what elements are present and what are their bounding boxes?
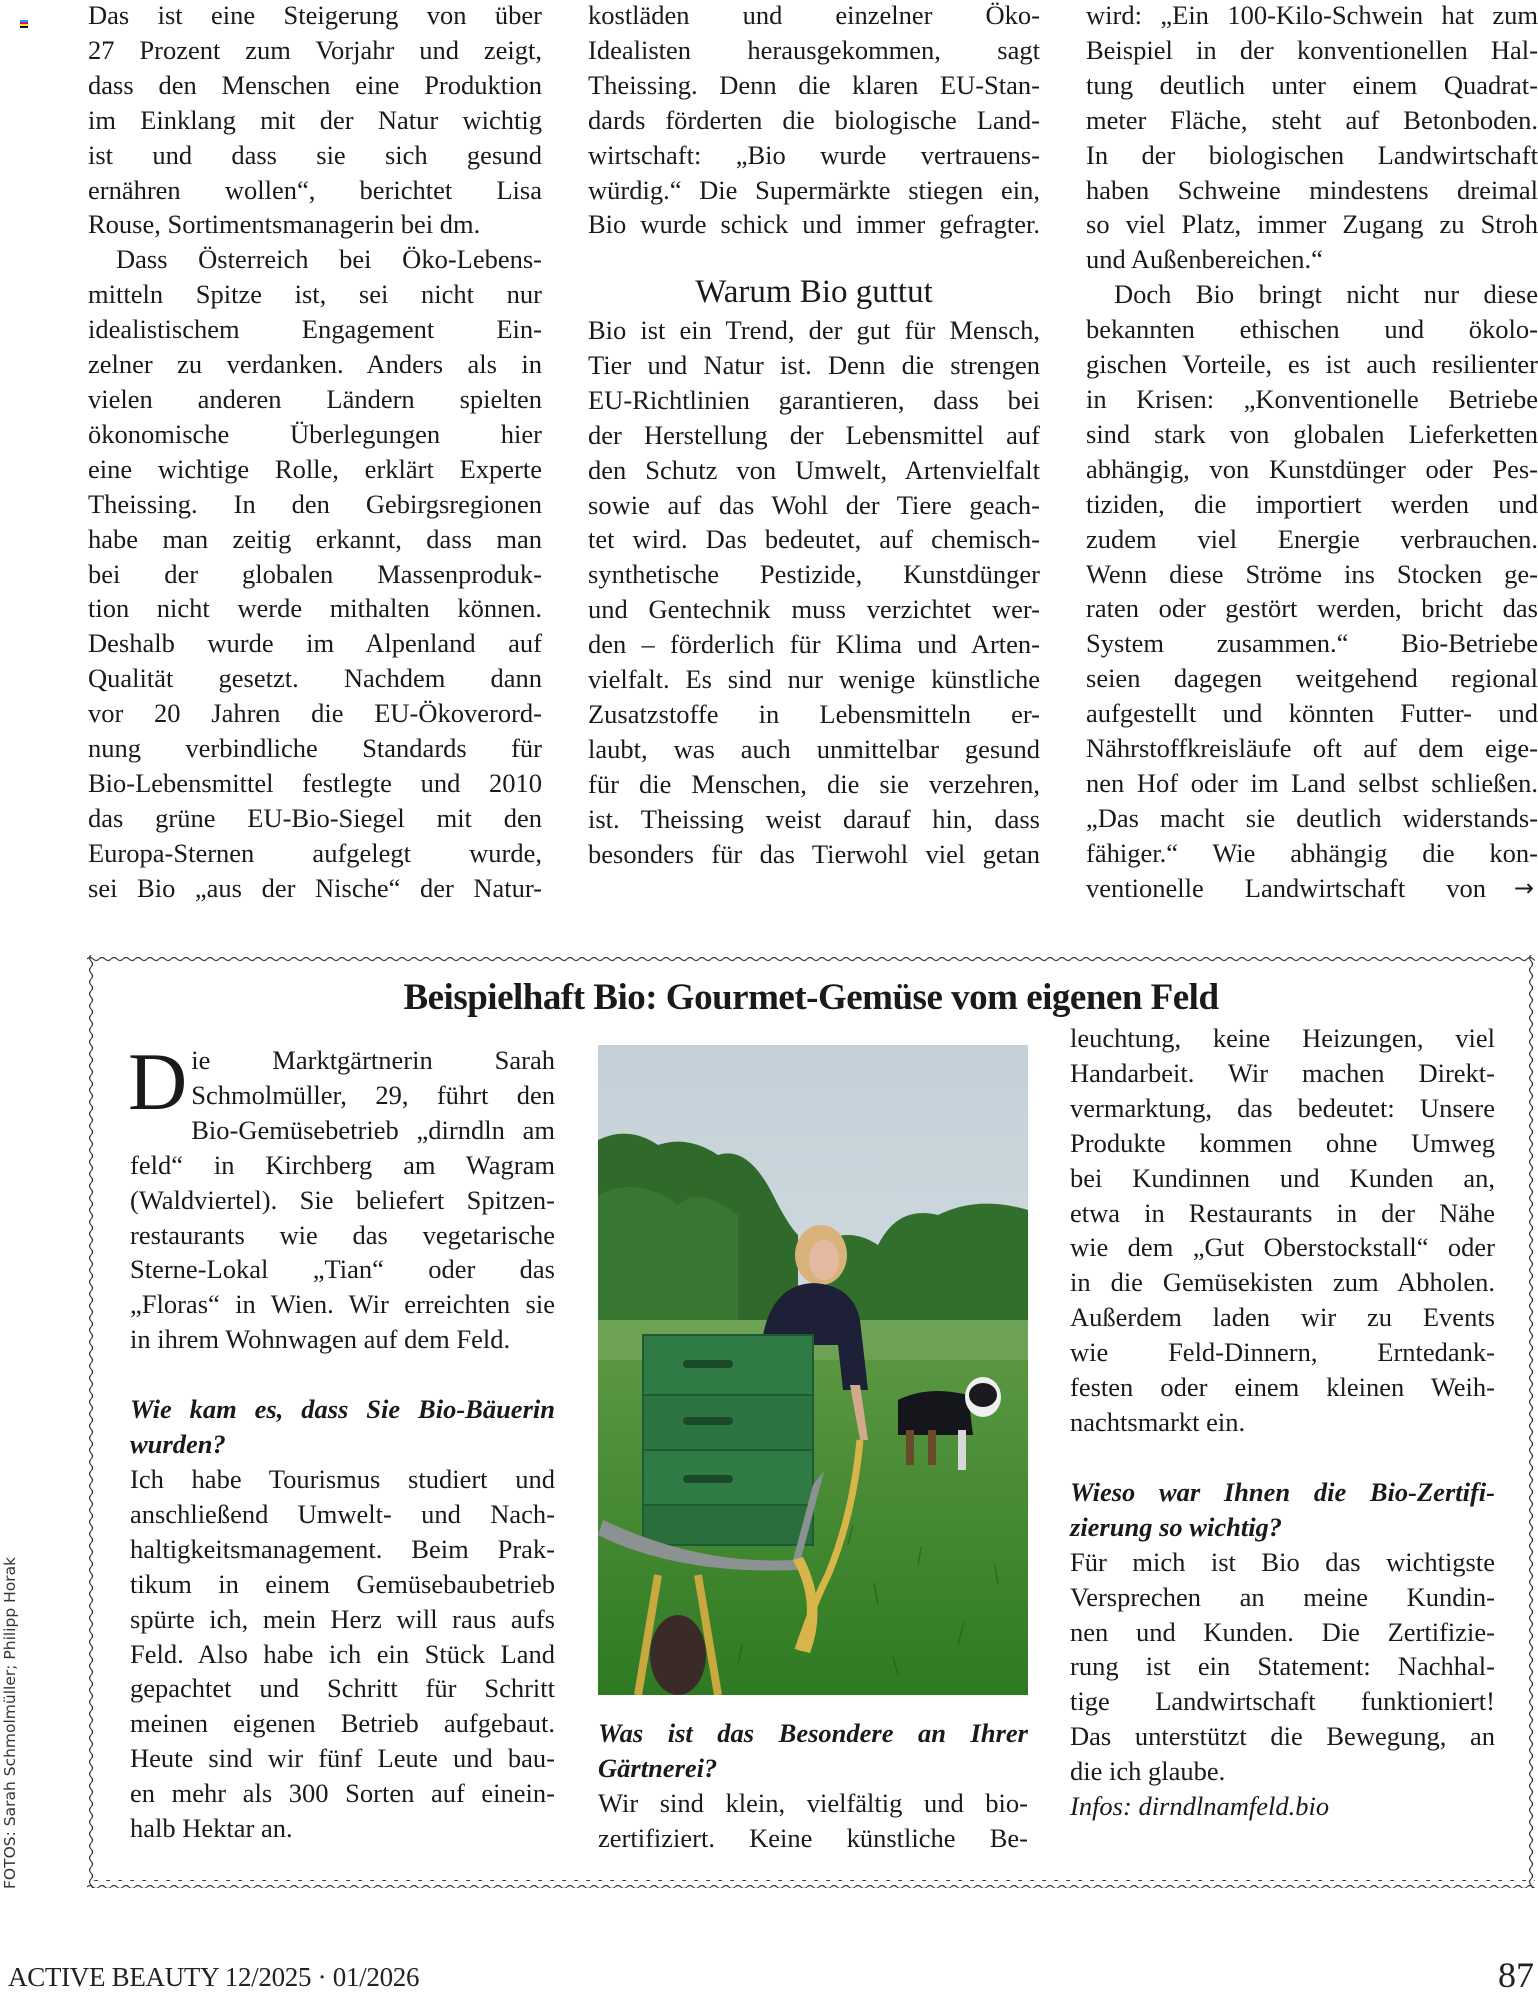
article-line: sei Bio „aus der Nische“ der Natur- xyxy=(88,872,542,903)
answer-line: festen oder einem kleinen Weih- xyxy=(1070,1372,1495,1403)
box-title: Beispielhaft Bio: Gourmet-Gemüse vom eigenen Feld xyxy=(403,977,1219,1018)
article-line: Nährstoffkreisläufe oft auf dem eige- xyxy=(1086,733,1538,764)
answer-line: zertifiziert. Keine künstliche Be- xyxy=(598,1822,1028,1853)
intro-line: restaurants wie das vegetarische xyxy=(130,1219,555,1250)
answer-2 xyxy=(598,1786,1028,1856)
article-line: Idealisten herausgekommen, sagt xyxy=(588,34,1040,65)
section-subheading: Warum Bio guttut xyxy=(695,274,933,310)
answer-2-continued xyxy=(1070,1021,1495,1440)
article-line: vielfalt. Es sind nur wenige künstliche xyxy=(588,664,1040,695)
question-3 xyxy=(1070,1475,1495,1545)
box-column-b xyxy=(598,1716,1028,1856)
answer-line: rung ist ein Statement: Nachhal- xyxy=(1070,1651,1495,1682)
article-line: und Außenbereichen.“ xyxy=(1086,244,1323,275)
article-line: mitteln Spitze ist, sei nicht nur xyxy=(88,279,542,310)
intro-paragraph xyxy=(128,1036,555,1357)
article-line: Rouse, Sortimentsmanagerin bei dm. xyxy=(88,209,481,240)
article-line: tet wird. Das bedeutet, auf chemisch- xyxy=(588,524,1040,555)
article-line: dass den Menschen eine Produktion xyxy=(88,69,542,100)
answer-line: Feld. Also habe ich ein Stück Land xyxy=(130,1638,555,1669)
farmer-photo xyxy=(598,1045,1028,1695)
article-line: dards förderten die biologische Land- xyxy=(588,104,1040,135)
answer-line: nen und Kunden. Die Zertifizie- xyxy=(1070,1616,1495,1647)
article-line: Beispiel in der konventionellen Hal- xyxy=(1086,34,1538,65)
article-line: Qualität gesetzt. Nachdem dann xyxy=(88,663,542,694)
answer-line: Ich habe Tourismus studiert und xyxy=(130,1463,555,1494)
article-line: tion nicht werde mithalten können. xyxy=(88,593,542,624)
photo-credit: FOTOS: Sarah Schmolmüller; Philipp Horak xyxy=(1,1556,19,1889)
answer-line: etwa in Restaurants in der Nähe xyxy=(1070,1197,1495,1228)
answer-line: die ich glaube. xyxy=(1070,1756,1226,1787)
article-line: In der biologischen Landwirtschaft xyxy=(1086,139,1538,170)
answer-line: Versprechen an meine Kundin- xyxy=(1070,1581,1495,1612)
publication-footer: ACTIVE BEAUTY 12/2025 · 01/2026 xyxy=(8,1962,420,1992)
article-line: „Das macht sie deutlich widerstands- xyxy=(1086,802,1538,833)
article-line: synthetische Pestizide, Kunstdünger xyxy=(588,559,1040,590)
article-line: Doch Bio bringt nicht nur diese xyxy=(1114,279,1538,310)
answer-line: Außerdem laden wir zu Events xyxy=(1070,1302,1495,1333)
article-line: und Gentechnik muss verzichtet wer- xyxy=(588,594,1040,625)
article-line: Das ist eine Steigerung von über xyxy=(88,0,542,30)
article-line: ist und dass sie sich gesund xyxy=(88,139,542,170)
article-line: Bio wurde schick und immer gefragter. xyxy=(588,209,1040,240)
article-line: würdig.“ Die Supermärkte stiegen ein, xyxy=(588,174,1040,205)
article-line: 27 Prozent zum Vorjahr und zeigt, xyxy=(88,34,542,65)
answer-line: vermarktung, das bedeutet: Unsere xyxy=(1070,1092,1495,1123)
article-line: den – förderlich für Klima und Arten- xyxy=(588,629,1040,660)
article-line: System zusammen.“ Bio-Betriebe xyxy=(1086,628,1538,659)
answer-line: halb Hektar an. xyxy=(130,1813,293,1844)
article-line: ventionelle Landwirtschaft von xyxy=(1086,872,1486,903)
article-line: fähiger.“ Wie abhängig die kon- xyxy=(1086,837,1538,868)
article-line: in Krisen: „Konventionelle Betriebe xyxy=(1086,383,1538,414)
intro-line: Schmolmüller, 29, führt den xyxy=(191,1079,555,1110)
answer-line: gepachtet und Schritt für Schritt xyxy=(130,1673,555,1704)
article-line: Theissing. Denn die klaren EU-Stan- xyxy=(588,69,1040,100)
article-line: vielen anderen Ländern spielten xyxy=(88,383,542,414)
answer-line: meinen eigenen Betrieb aufgebaut. xyxy=(130,1708,555,1739)
article-line: laubt, was auch unmittelbar gesund xyxy=(588,733,1040,764)
article-line: Theissing. In den Gebirgsregionen xyxy=(88,488,542,519)
interview-box xyxy=(87,955,1535,1888)
article-column-1 xyxy=(88,0,542,906)
article-line: bei der globalen Massenproduk- xyxy=(88,558,542,589)
article-line: nen Hof oder im Land selbst schließen. xyxy=(1086,767,1538,798)
question-line: wurden? xyxy=(130,1429,226,1460)
article-line: zudem viel Energie verbrauchen. xyxy=(1086,523,1538,554)
page-number: 87 xyxy=(1498,1955,1534,1995)
intro-line: in ihrem Wohnwagen auf dem Feld. xyxy=(130,1324,511,1355)
article-line: eine wichtige Rolle, erklärt Experte xyxy=(88,453,542,484)
print-color-marker xyxy=(20,20,28,28)
answer-line: Handarbeit. Wir machen Direkt- xyxy=(1070,1057,1495,1088)
intro-line: „Floras“ in Wien. Wir erreichten sie xyxy=(130,1289,555,1320)
question-line: Gärtnerei? xyxy=(598,1752,718,1783)
question-1 xyxy=(130,1392,555,1462)
continue-arrow-icon: → xyxy=(1513,873,1534,902)
answer-line: Das unterstützt die Bewegung, an xyxy=(1070,1721,1495,1752)
answer-line: Für mich ist Bio das wichtigste xyxy=(1070,1546,1495,1577)
article-line: habe man zeitig erkannt, dass man xyxy=(88,523,542,554)
article-line: kostläden und einzelner Öko- xyxy=(588,0,1040,30)
article-line: im Einklang mit der Natur wichtig xyxy=(88,104,542,135)
article-line: für die Menschen, die sie verzehren, xyxy=(588,768,1040,799)
answer-line: anschließend Umwelt- und Nach- xyxy=(130,1498,555,1529)
article-line: seien dagegen weitgehend regional xyxy=(1086,663,1538,694)
box-column-c xyxy=(1070,1021,1495,1824)
intro-line: ie Marktgärtnerin Sarah xyxy=(191,1045,555,1075)
info-link[interactable]: Infos: dirndlnamfeld.bio xyxy=(1070,1791,1330,1822)
article-line: so viel Platz, immer Zugang zu Stroh xyxy=(1086,209,1538,240)
article-line: vor 20 Jahren die EU-Ökoverord- xyxy=(88,698,542,729)
box-column-a xyxy=(128,1036,555,1846)
article-line: Bio-Lebensmittel festlegte und 2010 xyxy=(88,767,542,798)
intro-line: Sterne-Lokal „Tian“ oder das xyxy=(130,1254,555,1285)
answer-3 xyxy=(1070,1545,1495,1789)
intro-line: feld“ in Kirchberg am Wagram xyxy=(130,1149,555,1180)
article-line: Europa-Sternen aufgelegt wurde, xyxy=(88,837,542,868)
answer-line: Heute sind wir fünf Leute und bau- xyxy=(130,1743,555,1774)
article-line: das grüne EU-Bio-Siegel mit den xyxy=(88,802,542,833)
article-column-2-bottom xyxy=(588,313,1040,872)
article-line: idealistischem Engagement Ein- xyxy=(88,314,542,345)
question-line: zierung so wichtig? xyxy=(1070,1511,1283,1542)
intro-line: Bio-Gemüsebetrieb „dirndln am xyxy=(191,1114,555,1145)
answer-line: en mehr als 300 Sorten auf einein- xyxy=(130,1778,555,1809)
answer-line: Produkte kommen ohne Umweg xyxy=(1070,1127,1495,1158)
article-line: Bio ist ein Trend, der gut für Mensch, xyxy=(588,315,1040,345)
intro-line: (Waldviertel). Sie beliefert Spitzen- xyxy=(130,1184,555,1215)
question-2 xyxy=(598,1716,1028,1786)
answer-line: nachtsmarkt ein. xyxy=(1070,1406,1246,1437)
article-line: tung deutlich unter einem Quadrat- xyxy=(1086,69,1538,100)
article-line: sind stark von globalen Lieferketten xyxy=(1086,418,1538,449)
article-line: ökonomische Überlegungen hier xyxy=(88,418,542,449)
answer-line: wie dem „Gut Oberstockstall“ oder xyxy=(1070,1232,1495,1263)
answer-line: Wir sind klein, vielfältig und bio- xyxy=(598,1787,1028,1818)
article-line: zelner zu verdanken. Anders als in xyxy=(88,349,542,380)
article-line: den Schutz von Umwelt, Artenvielfalt xyxy=(588,454,1040,485)
answer-line: in die Gemüsekisten zum Abholen. xyxy=(1070,1267,1495,1298)
article-line: wird: „Ein 100-Kilo-Schwein hat zum xyxy=(1086,0,1538,30)
article-line: gischen Vorteile, es ist auch resilienter xyxy=(1086,349,1538,380)
article-line: besonders für das Tierwohl viel getan xyxy=(588,838,1040,869)
article-line: ernähren wollen“, berichtet Lisa xyxy=(88,174,542,205)
answer-line: bei Kundinnen und Kunden an, xyxy=(1070,1162,1495,1193)
question-line: Was ist das Besondere an Ihrer xyxy=(598,1718,1028,1748)
article-line: raten oder gestört werden, bricht das xyxy=(1086,593,1538,624)
answer-line: tige Landwirtschaft funktioniert! xyxy=(1070,1686,1495,1717)
article-line: sowie auf das Wohl der Tiere geach- xyxy=(588,489,1040,520)
article-line: aufgestellt und könnten Futter- und xyxy=(1086,698,1538,729)
article-line: wirtschaft: „Bio wurde vertrauens- xyxy=(588,139,1040,170)
article-line: Zusatzstoffe in Lebensmitteln er- xyxy=(588,698,1040,729)
article-line: nung verbindliche Standards für xyxy=(88,733,542,764)
green-crates xyxy=(643,1335,813,1545)
article-column-2-top xyxy=(588,0,1040,242)
article-line: Deshalb wurde im Alpenland auf xyxy=(88,628,542,659)
article-column-3 xyxy=(1086,0,1538,906)
article-line: bekannten ethischen und ökolo- xyxy=(1086,314,1538,345)
article-line: Wenn diese Ströme ins Stocken ge- xyxy=(1086,558,1538,589)
article-line: abhängig, von Kunstdünger oder Pes- xyxy=(1086,453,1538,484)
article-line: EU-Richtlinien garantieren, dass bei xyxy=(588,384,1040,415)
article-line: haben Schweine mindestens dreimal xyxy=(1086,174,1538,205)
drop-cap: D xyxy=(128,1036,188,1127)
question-line: Wieso war Ihnen die Bio-Zertifi- xyxy=(1070,1476,1495,1507)
article-line: Tier und Natur ist. Denn die strengen xyxy=(588,349,1040,380)
answer-line: spürte ich, mein Herz will raus aufs xyxy=(130,1603,555,1634)
answer-line: leuchtung, keine Heizungen, viel xyxy=(1070,1023,1495,1053)
article-line: tiziden, die importiert werden und xyxy=(1086,488,1538,519)
article-line: ist. Theissing weist darauf hin, dass xyxy=(588,803,1040,834)
answer-line: haltigkeitsmanagement. Beim Prak- xyxy=(130,1533,555,1564)
answer-1 xyxy=(130,1462,555,1846)
photo-illustration xyxy=(598,1045,1028,1695)
answer-line: wie Feld-Dinnern, Erntedank- xyxy=(1070,1337,1495,1368)
answer-line: tikum in einem Gemüsebaubetrieb xyxy=(130,1568,555,1599)
article-line: der Herstellung der Lebensmittel auf xyxy=(588,419,1040,450)
article-line: meter Fläche, steht auf Betonboden. xyxy=(1086,104,1538,135)
question-line: Wie kam es, dass Sie Bio-Bäuerin xyxy=(130,1394,555,1425)
article-line: Dass Österreich bei Öko-Lebens- xyxy=(116,244,542,275)
